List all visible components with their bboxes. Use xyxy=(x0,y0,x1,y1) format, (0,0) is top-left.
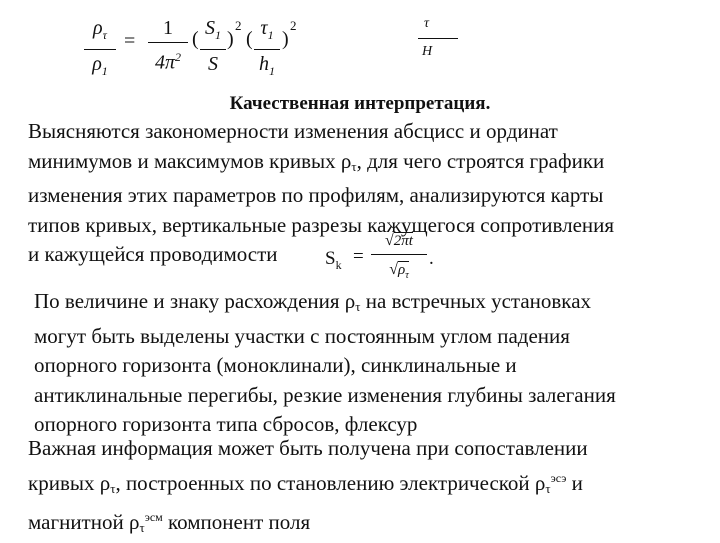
sqrt-fraction: √2πt $√\rho_\tau$ xyxy=(371,228,427,281)
conductance-formula: $S_k$ = √2πt $√\rho_\tau$ . xyxy=(325,226,445,290)
tau-ratio: $\tau_1$ $h_1$ xyxy=(254,16,280,83)
s-ratio: $S_1$ S xyxy=(200,16,226,76)
equals-sign: = xyxy=(124,30,136,52)
paragraph-divergence: По величине и знаку расхождения $\rho_\tau$ на встречных установках могут быть выделены участки с постоянным углом падения опорного горизонта (моноклинали), синклинальные и антиклинальные перегибы, резкие изменения глубины залегания опорного горизонта типа сбросов, флексур xyxy=(34,289,616,436)
rho-ratio-formula: $\rho_\tau$ $\rho_1$ = 1 $4\pi^2$ ( $S_1$ S ) 2 ( $\tau_1$ $h_1$ ) 2 xyxy=(84,12,314,74)
paragraph-interpretation: Выясняются закономерности изменения абсцисс и ординат минимумов и максимумов кривых $\rho_\tau$, для чего строятся графики изменения этих параметров по профилям, анализируются карты типов кривых, вертикальные разрезы кажущегося сопротивления и кажущейся проводимости xyxy=(28,119,615,266)
tau-over-h-fraction: τ H xyxy=(418,14,460,70)
paragraph-comparison: Важная информация может быть получена при сопоставлении кривых $\rho_\tau$, построенных по становлению электрической $\rho_\tau^{эсэ}$ и магнитной $\rho_\tau^{эсм}$ компонент поля xyxy=(28,436,588,535)
section-heading: Качественная интерпретация. xyxy=(229,93,491,114)
coefficient-fraction: 1 $4\pi^2$ xyxy=(148,16,188,75)
lhs-fraction: $\rho_\tau$ $\rho_1$ xyxy=(84,16,116,83)
